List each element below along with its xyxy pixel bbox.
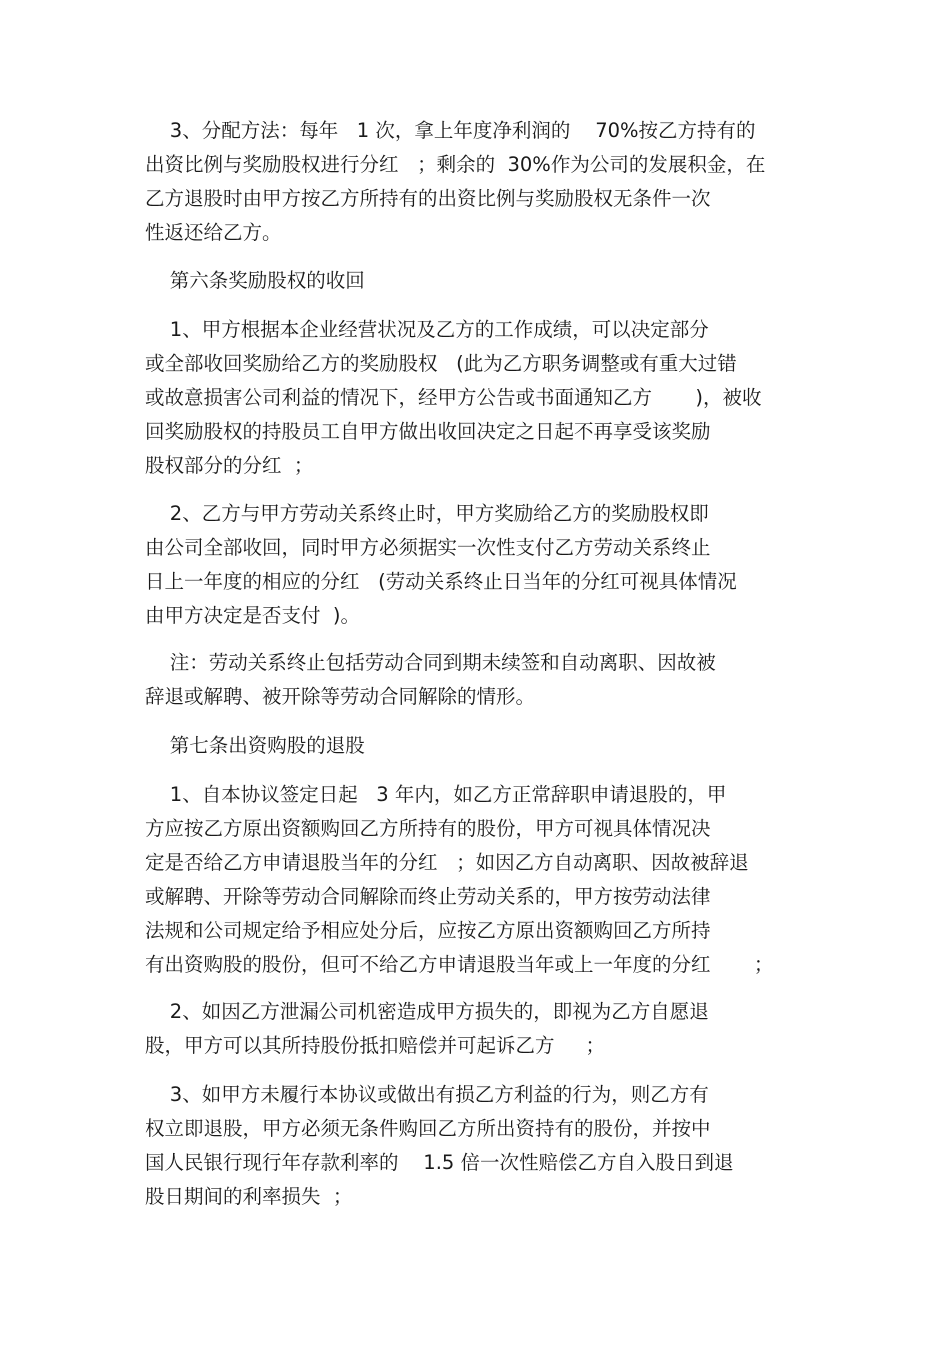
text-line: 出资比例与奖励股权进行分红 ；剩余的 30%作为公司的发展积金，在 — [145, 153, 766, 176]
paragraph-article6-item1 — [145, 313, 810, 483]
text-line: 由公司全部收回，同时甲方必须据实一次性支付乙方劳动关系终止 — [145, 536, 711, 559]
heading-text: 第七条出资购股的退股 — [145, 734, 365, 757]
text-line: 由甲方决定是否支付 )。 — [145, 604, 361, 627]
text-line: 或全部收回奖励给乙方的奖励股权 (此为乙方职务调整或有重大过错 — [145, 352, 737, 375]
text-line: 乙方退股时由甲方按乙方所持有的出资比例与奖励股权无条件一次 — [145, 187, 711, 210]
text-line: 权立即退股，甲方必须无条件购回乙方所出资持有的股份，并按中 — [145, 1117, 711, 1140]
text-line: 有出资购股的股份，但可不给乙方申请退股当年或上一年度的分红 ； — [145, 953, 774, 976]
text-line: 性返还给乙方。 — [145, 221, 282, 244]
text-line: 2、乙方与甲方劳动关系终止时，甲方奖励给乙方的奖励股权即 — [145, 502, 709, 525]
heading-article7 — [145, 729, 810, 763]
paragraph-article6-item2 — [145, 497, 810, 633]
text-line: 股日期间的利率损失 ； — [145, 1185, 353, 1208]
text-line: 或解聘、开除等劳动合同解除而终止劳动关系的，甲方按劳动法律 — [145, 885, 711, 908]
heading-text: 第六条奖励股权的收回 — [145, 269, 365, 292]
text-line: 注：劳动关系终止包括劳动合同到期未续签和自动离职、因故被 — [145, 651, 716, 674]
text-line: 3、如甲方未履行本协议或做出有损乙方利益的行为，则乙方有 — [145, 1083, 709, 1106]
text-line: 2、如因乙方泄漏公司机密造成甲方损失的，即视为乙方自愿退 — [145, 1000, 709, 1023]
text-line: 或故意损害公司利益的情况下，经甲方公告或书面通知乙方 )，被收 — [145, 386, 762, 409]
paragraph-article6-note — [145, 646, 810, 714]
paragraph-article5-item3 — [145, 114, 810, 250]
text-line: 回奖励股权的持股员工自甲方做出收回决定之日起不再享受该奖励 — [145, 420, 711, 443]
text-line: 3、分配方法：每年 1 次，拿上年度净利润的 70%按乙方持有的 — [145, 119, 756, 142]
paragraph-article7-item3 — [145, 1078, 810, 1214]
text-line: 股权部分的分红 ； — [145, 454, 314, 477]
text-line: 日上一年度的相应的分红 (劳动关系终止日当年的分红可视具体情况 — [145, 570, 737, 593]
paragraph-article7-item2 — [145, 995, 810, 1063]
text-line: 股，甲方可以其所持股份抵扣赔偿并可起诉乙方 ； — [145, 1034, 605, 1057]
text-line: 定是否给乙方申请退股当年的分红 ；如因乙方自动离职、因故被辞退 — [145, 851, 749, 874]
text-line: 辞退或解聘、被开除等劳动合同解除的情形。 — [145, 685, 536, 708]
text-line: 1、自本协议签定日起 3 年内，如乙方正常辞职申请退股的，甲 — [145, 783, 727, 806]
text-line: 国人民银行现行年存款利率的 1.5 倍一次性赔偿乙方自入股日到退 — [145, 1151, 734, 1174]
paragraph-article7-item1 — [145, 778, 810, 982]
text-line: 方应按乙方原出资额购回乙方所持有的股份，甲方可视具体情况决 — [145, 817, 711, 840]
text-line: 1、甲方根据本企业经营状况及乙方的工作成绩，可以决定部分 — [145, 318, 709, 341]
text-line: 法规和公司规定给予相应处分后，应按乙方原出资额购回乙方所持 — [145, 919, 711, 942]
heading-article6 — [145, 264, 810, 298]
